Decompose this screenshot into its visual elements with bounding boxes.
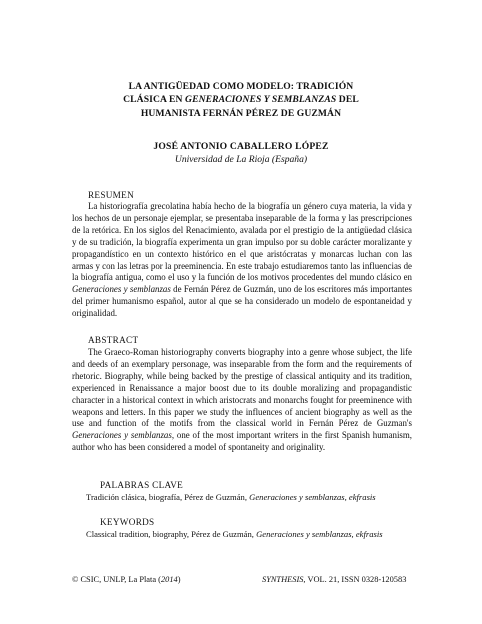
resumen-text: [72, 201, 412, 320]
article-title: [96, 80, 386, 120]
footer-copyright-pre: © CSIC, UNLP, La Plata (: [72, 575, 161, 584]
abstract-text: [72, 347, 412, 454]
keywords-text-italic: Generaciones y semblanzas, ekfrasis: [256, 529, 383, 539]
footer-journal-volume: , VOL. 21, ISSN 0328-1205: [303, 575, 398, 584]
title-line-3: HUMANISTA FERNÁN PÉREZ DE GUZMÁN: [140, 107, 342, 119]
author-name: JOSÉ ANTONIO CABALLERO LÓPEZ: [153, 141, 329, 152]
title-line-2-post: DEL: [336, 94, 359, 106]
author-affiliation: Universidad de La Rioja (España): [174, 154, 308, 165]
title-line-2-pre: CLÁSICA EN: [123, 94, 186, 106]
footer-journal: [262, 574, 398, 585]
resumen-text-pre: La historiografía grecolatina había hecho de la biografía un género cuya materia, la vida y los hechos de un personaje ejemplar, se presentaba inseparable de la forma y las prescripciones de la retórica. En los siglos del Renacimiento, avalada por el prestigio de la antigüedad clásica y de su tradición, la biografía experimenta un gran impulso por su doble carácter moralizante y propagandístico en un contexto histórico en el que aristócratas y monarcas luchan con las armas y con las letras por la preeminencia. En este trabajo estudiaremos tanto las influencias de la biografía antigua, como el uso y la función de los motivos procedentes del mundo clásico en: [72, 201, 412, 283]
abstract-text-pre: The Graeco-Roman historiography converts biography into a genre whose subject, the life and deeds of an exemplary personage, was inseparable from the form and the requirements of rhetoric. Biography, while being backed by the prestige of classical antiquity and its tradition, experienced in Renaissance a major boost due to its double moralizing and propagandistic character in a historical context in which aristocrats and monarchs fought for preeminence with weapons and letters. In this paper we study the influences of ancient biography as well as the use and function of the motifs from the classical world in Fernán Pérez de Guzman's: [72, 347, 412, 429]
footer-copyright: [72, 574, 181, 585]
abstract-heading: ABSTRACT: [88, 335, 139, 345]
palabras-clave-heading: PALABRAS CLAVE: [100, 480, 184, 490]
footer-copyright-post: ): [177, 575, 181, 584]
resumen-text-italic: Generaciones y semblanzas: [72, 284, 171, 295]
keywords-heading: KEYWORDS: [100, 517, 155, 527]
footer-journal-name: SYNTHESIS: [262, 575, 304, 584]
author-block: [0, 140, 482, 166]
abstract-text-italic: Generaciones y semblanzas: [72, 430, 172, 441]
palabras-clave-text-italic: Generaciones y semblanzas, ekfrasis: [249, 492, 376, 502]
footer-copyright-year: 2014: [160, 575, 178, 584]
resumen-text-post: de Fernán Pérez de Guzmán, uno de los escritores más importantes del primer humanismo español, autor al que se ha considerado un modelo de espontaneidad y originalidad.: [72, 284, 413, 319]
palabras-clave-text: [72, 492, 417, 503]
keywords-text-pre: Classical tradition, biography, Pérez de Guzmán,: [86, 529, 257, 539]
palabras-clave-text-pre: Tradición clásica, biografía, Pérez de Guzmán,: [86, 492, 250, 502]
title-line-2-italic: GENERACIONES Y SEMBLANZAS: [185, 94, 337, 106]
title-line-2: [96, 93, 386, 106]
resumen-heading: RESUMEN: [88, 190, 135, 200]
footer-page-number: 83: [398, 575, 407, 584]
title-line-1: LA ANTIGÜEDAD COMO MODELO: TRADICIÓN: [128, 81, 354, 92]
keywords-text: [72, 529, 417, 540]
abstract-text-post: , one of the most important writers in the first Spanish humanism, author who has been considered a model of spontaneity and originality.: [72, 430, 413, 453]
